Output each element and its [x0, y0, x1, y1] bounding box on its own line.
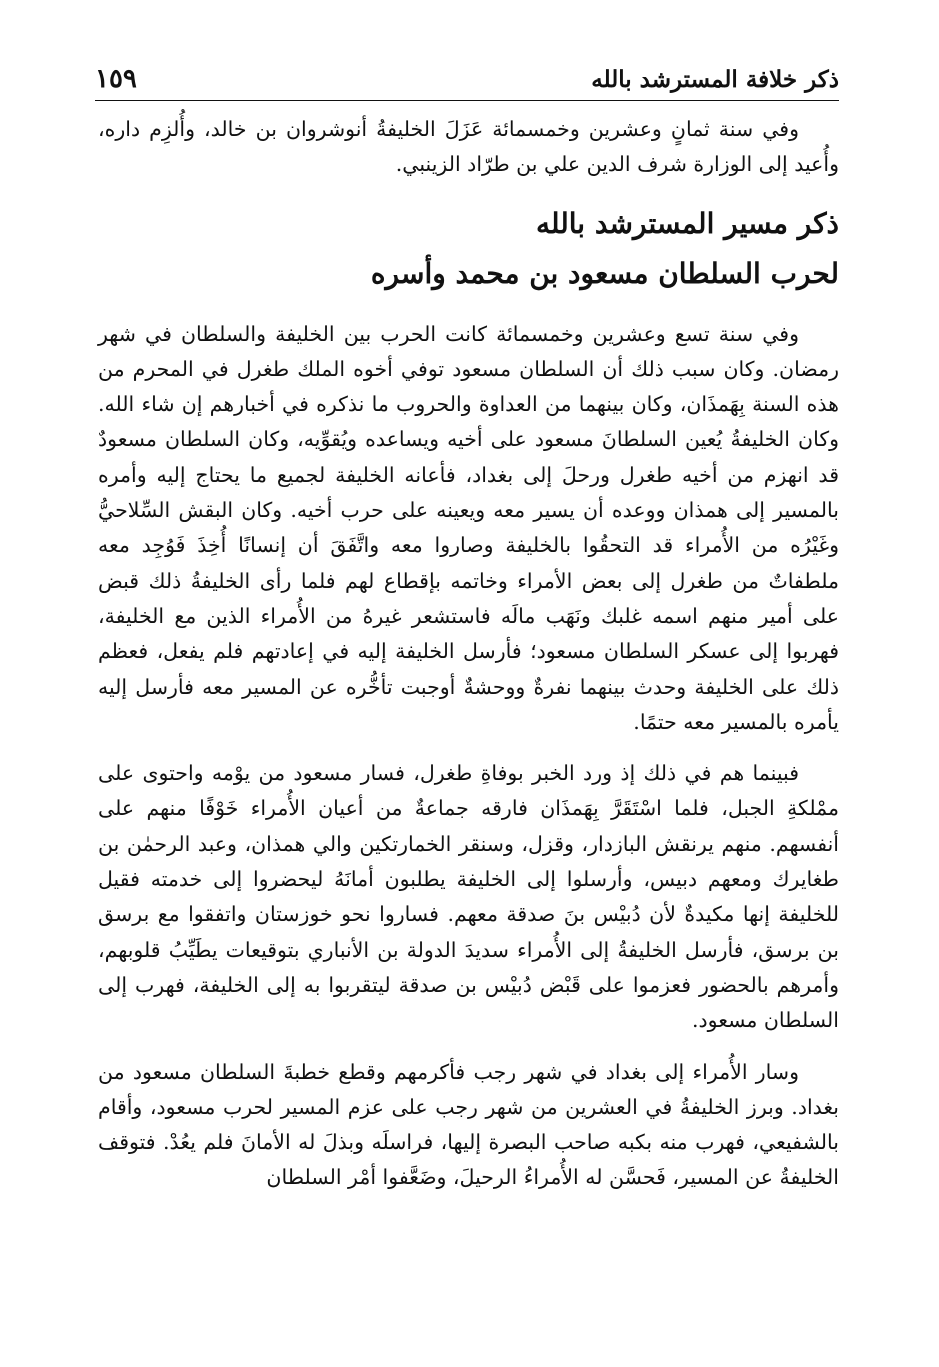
section-heading-line-1: ذكر مسير المسترشد بالله: [535, 206, 839, 240]
paragraph-3: فبينما هم في ذلك إذ ورد الخبر بوفاةِ طغرل، فسار مسعود من يوْمه واحتوى على ممْلكةِ الجبل، فلما اسْتَقَرَّ بِهَمذَان فارقه جماعةٌ من أعيان الأُمراء خَوْفًا منهم على أنفسهم. منهم يرنقش البازدار، وقزل، وسنقر الخمارتكين والي همذان، وعبد الرحمٰن بن طغايرك ومعهم دبيس، وأرسلوا إلى الخليفة يطلبون أمانَهُ ليحضروا إلى خدمته فقيل للخليفة إنها مكيدةٌ لأن دُبيْس بنَ صدقة معهم. فساروا نحو خوزستان واتفقوا مع برسق بن برسق، فأرسل الخليفةُ إلى الأُمراء سديدَ الدولة بن الأنباري بتوقيعات يطَيِّبُ قلوبهم، وأمرهم بالحضور فعزموا على قَبْض دُبيْس بن صدقة ليتقربوا به إلى الخليفة، فهرب إلى السلطان مسعود.: [98, 761, 839, 1033]
section-heading-line-2: لحرب السلطان مسعود بن محمد وأسره: [370, 256, 839, 290]
running-header-title: ذكر خلافة المسترشد بالله: [591, 66, 839, 93]
paragraph-4: وسار الأُمراء إلى بغداد في شهر رجب فأكرمهم وقطع خطبةَ السلطان مسعود من بغداد. وبرز الخليفةُ في العشرين من شهر رجب على عزم المسير لحرب مسعود، وأقام بالشفيعي، فهرب منه بكبه صاحب البصرة إليها، فراسلَه وبذلَ له الأمانَ فلم يعُدْ. فتوقف الخليفةُ عن المسير، فَحسَّن له الأُمراءُ الرحيلَ، وضَعَّفوا أمْر السلطان: [98, 1059, 839, 1190]
paragraph-2: وفي سنة تسع وعشرين وخمسمائة كانت الحرب بين الخليفة والسلطان في شهر رمضان. وكان سبب ذلك أن السلطان مسعود توفي أخوه الملك طغرل في المحرم من هذه السنة بِهَمذَان، وكان بينهما من العداوة والحروب ما نذكره في أخبارهم إن شاء الله. وكان الخليفةُ يُعين السلطانَ مسعود على أخيه ويساعده ويُقوِّيه، وكان السلطان مسعودٌ قد انهزم من أخيه طغرل ورحلَ إلى بغداد، فأعانه الخليفة لجميع ما يحتاج إليه وأمره بالمسير إلى همذان ووعده أن يسير معه ويعينه على حرب أخيه. وكان البقش السِّلاحيُّ وغَيْرُه من الأُمراء قد التحقُوا بالخليفة وصاروا معه واتَّفَقَ أن إنسانًا أُخِذَ فَوُجِد معه ملطفاتٌ من طغرل إلى بعض الأمراء وخاتمه بإقطاع لهم فلما رأى الخليفةُ ذلك قبض على أمير منهم اسمه غلبك ونَهَب مالَه فاستشعر غيرهُ من الأُمراء الذين مع الخليفة، فهربوا إلى عسكر السلطان مسعود؛ فأرسل الخليفة إليه في إعادتهم فلم يفعل، فعظم ذلك على الخليفة وحدث بينهما نفرةٌ ووحشةٌ أوجبت تأخُّره عن المسير معه فأرسل إليه يأمره بالمسير معه حتمًا.: [98, 321, 839, 734]
running-header: [95, 56, 839, 101]
page-number: ١٥٩: [95, 64, 137, 94]
section-heading: [98, 199, 839, 299]
paragraph-1: وفي سنة ثمانٍ وعشرين وخمسمائة عَزَلَ الخليفةُ أنوشروان بن خالد، وأُلزِم داره، وأُعيد إلى الوزارة شرف الدين علي بن طرّاد الزينبي.: [98, 117, 839, 177]
page-body: [98, 112, 839, 1212]
